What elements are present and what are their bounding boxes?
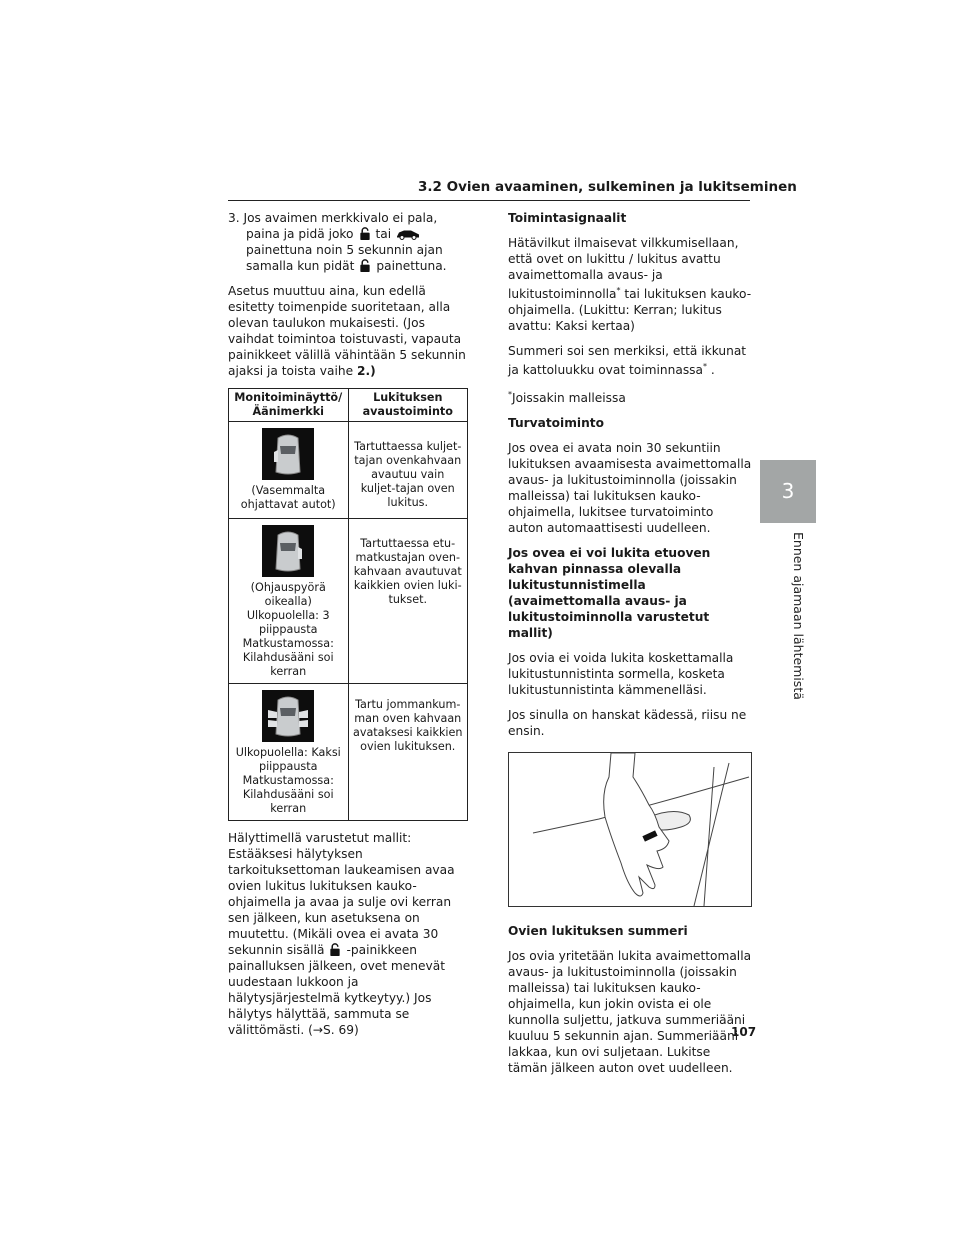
left-column — [228, 210, 468, 1047]
table-cell — [229, 422, 349, 519]
table-cell — [229, 519, 349, 684]
table-cell: Tartu jommankum-man oven kahvaan avataksesi kaikkien ovien lukituksen. — [348, 684, 468, 821]
section-heading: Ovien lukituksen summeri — [508, 924, 688, 938]
paragraph: Jos ovea ei avata noin 30 sekuntiin lukituksen avaamisesta avaimettomalla avaus- ja lukitustoiminnolla (joissakin malleissa) tai lukituksen kauko-ohjaimella, lukitsee turvatoiminto auton automaattisesti uudelleen. — [508, 441, 752, 535]
chapter-tab: 3 — [760, 460, 816, 523]
page-header: 3.2 Ovien avaaminen, sulkeminen ja lukitseminen — [418, 179, 797, 195]
table-cell-label: Ulkopuolella: Kaksi piippausta Matkustamossa: Kilahdusääni soi kerran — [235, 746, 341, 815]
padlock-unlock-icon — [359, 259, 371, 272]
alarm-paragraph: Hälyttimellä varustetut mallit: Estääksesi hälytyksen tarkoituksettoman laukeamisen avaa ovien lukitus lukituksen kauko-ohjaimella ja avaa ja sulje ovi kerran sen jälkeen, kun asetuksena on muutettu. (Mikäli ovea ei avata 30 sekunnin sisällä -painikkeen painalluksen jälkeen, ovet menevät uudestaan lukkoon ja hälytysjärjestelmä kytkeytyy.) Jos hälytys hälyttää, sammuta se välittömästi. (→S. 69) — [228, 831, 455, 1037]
page-number: 107 — [731, 1025, 757, 1039]
table-header: Lukituksen avaustoiminto — [348, 389, 468, 422]
paragraph: Jos sinulla on hanskat kädessä, riisu ne ensin. — [508, 708, 747, 738]
car-passenger-door-icon — [262, 525, 314, 577]
unlock-settings-table — [228, 388, 468, 821]
step-3: 3. Jos avaimen merkkivalo ei pala, paina ja pidä joko taipainettuna noin 5 sekunnin ajan samalla kun pidät painettuna. — [228, 211, 447, 273]
car-all-doors-icon — [262, 690, 314, 742]
right-column — [508, 210, 752, 1085]
header-divider — [228, 200, 750, 201]
chapter-side-title-text: Ennen ajamaan lähtemistä — [791, 532, 806, 700]
padlock-unlock-icon — [359, 227, 371, 240]
table-row — [229, 684, 468, 821]
paragraph: Jos ovia yritetään lukita avaimettomalla avaus- ja lukitustoiminnolla (joissakin malleissa) tai lukituksen kauko-ohjaimella, kun jokin ovista ei ole kunnolla suljettu, jatkuva summeriääni kuuluu 5 sekunnin ajan. Summeriääni lakkaa, kun ovi suljetaan. Lukitse tämän jälkeen auton ovet uudelleen. — [508, 949, 752, 1075]
table-header-row — [229, 389, 468, 422]
table-cell-label: (Ohjauspyörä oikealla) Ulkopuolella: 3 piippausta Matkustamossa: Kilahdusääni soi kerran — [242, 581, 334, 678]
section-heading: Toimintasignaalit — [508, 211, 627, 225]
table-header: Monitoiminäyttö/ Äänimerkki — [229, 389, 349, 422]
padlock-unlock-icon — [329, 943, 341, 956]
hand-on-door-handle-illustration — [508, 752, 752, 907]
paragraph: Jos ovia ei voida lukita koskettamalla lukitustunnistinta sormella, kosketa lukitustunnistinta kämmenelläsi. — [508, 651, 734, 697]
settings-paragraph: Asetus muuttuu aina, kun edellä esitetty toimenpide suoritetaan, alla olevan taulukon mukaisesti. (Jos vaihdat toimintoa toistuvasti, vapauta painikkeet välillä vähintään 5 sekunnin ajaksi ja toista vaihe 2.) — [228, 284, 466, 378]
section-heading: Jos ovea ei voi lukita etuoven kahvan pinnassa olevalla lukitustunnistimella (avaimettomalla avaus- ja lukitustoiminnolla varustetut mallit) — [508, 546, 711, 640]
car-driver-door-icon — [262, 428, 314, 480]
paragraph: Summeri soi sen merkiksi, että ikkunat ja kattoluukku ovat toiminnassa* . — [508, 344, 747, 377]
chapter-side-title — [780, 532, 806, 702]
paragraph: Hätävilkut ilmaisevat vilkkumisellaan, että ovet on lukittu / lukitus avattu avaimettomalla avaus- ja lukitustoiminnolla* tai lukituksen kauko-ohjaimella. (Lukittu: Kerran; lukitus avattu: Kaksi kertaa) — [508, 236, 752, 333]
table-cell — [229, 684, 349, 821]
table-cell-label: (Vasemmalta ohjattavat autot) — [240, 484, 336, 511]
footnote: *Joissakin malleissa — [508, 390, 626, 405]
table-row — [229, 422, 468, 519]
table-row — [229, 519, 468, 684]
table-cell: Tartuttaessa kuljet-tajan ovenkahvaan avautuu vain kuljet-tajan oven lukitus. — [348, 422, 468, 519]
table-cell: Tartuttaessa etu-matkustajan oven-kahvaan avautuvat kaikkien ovien luki-tukset. — [348, 519, 468, 684]
section-heading: Turvatoiminto — [508, 416, 604, 430]
car-icon — [396, 227, 420, 240]
